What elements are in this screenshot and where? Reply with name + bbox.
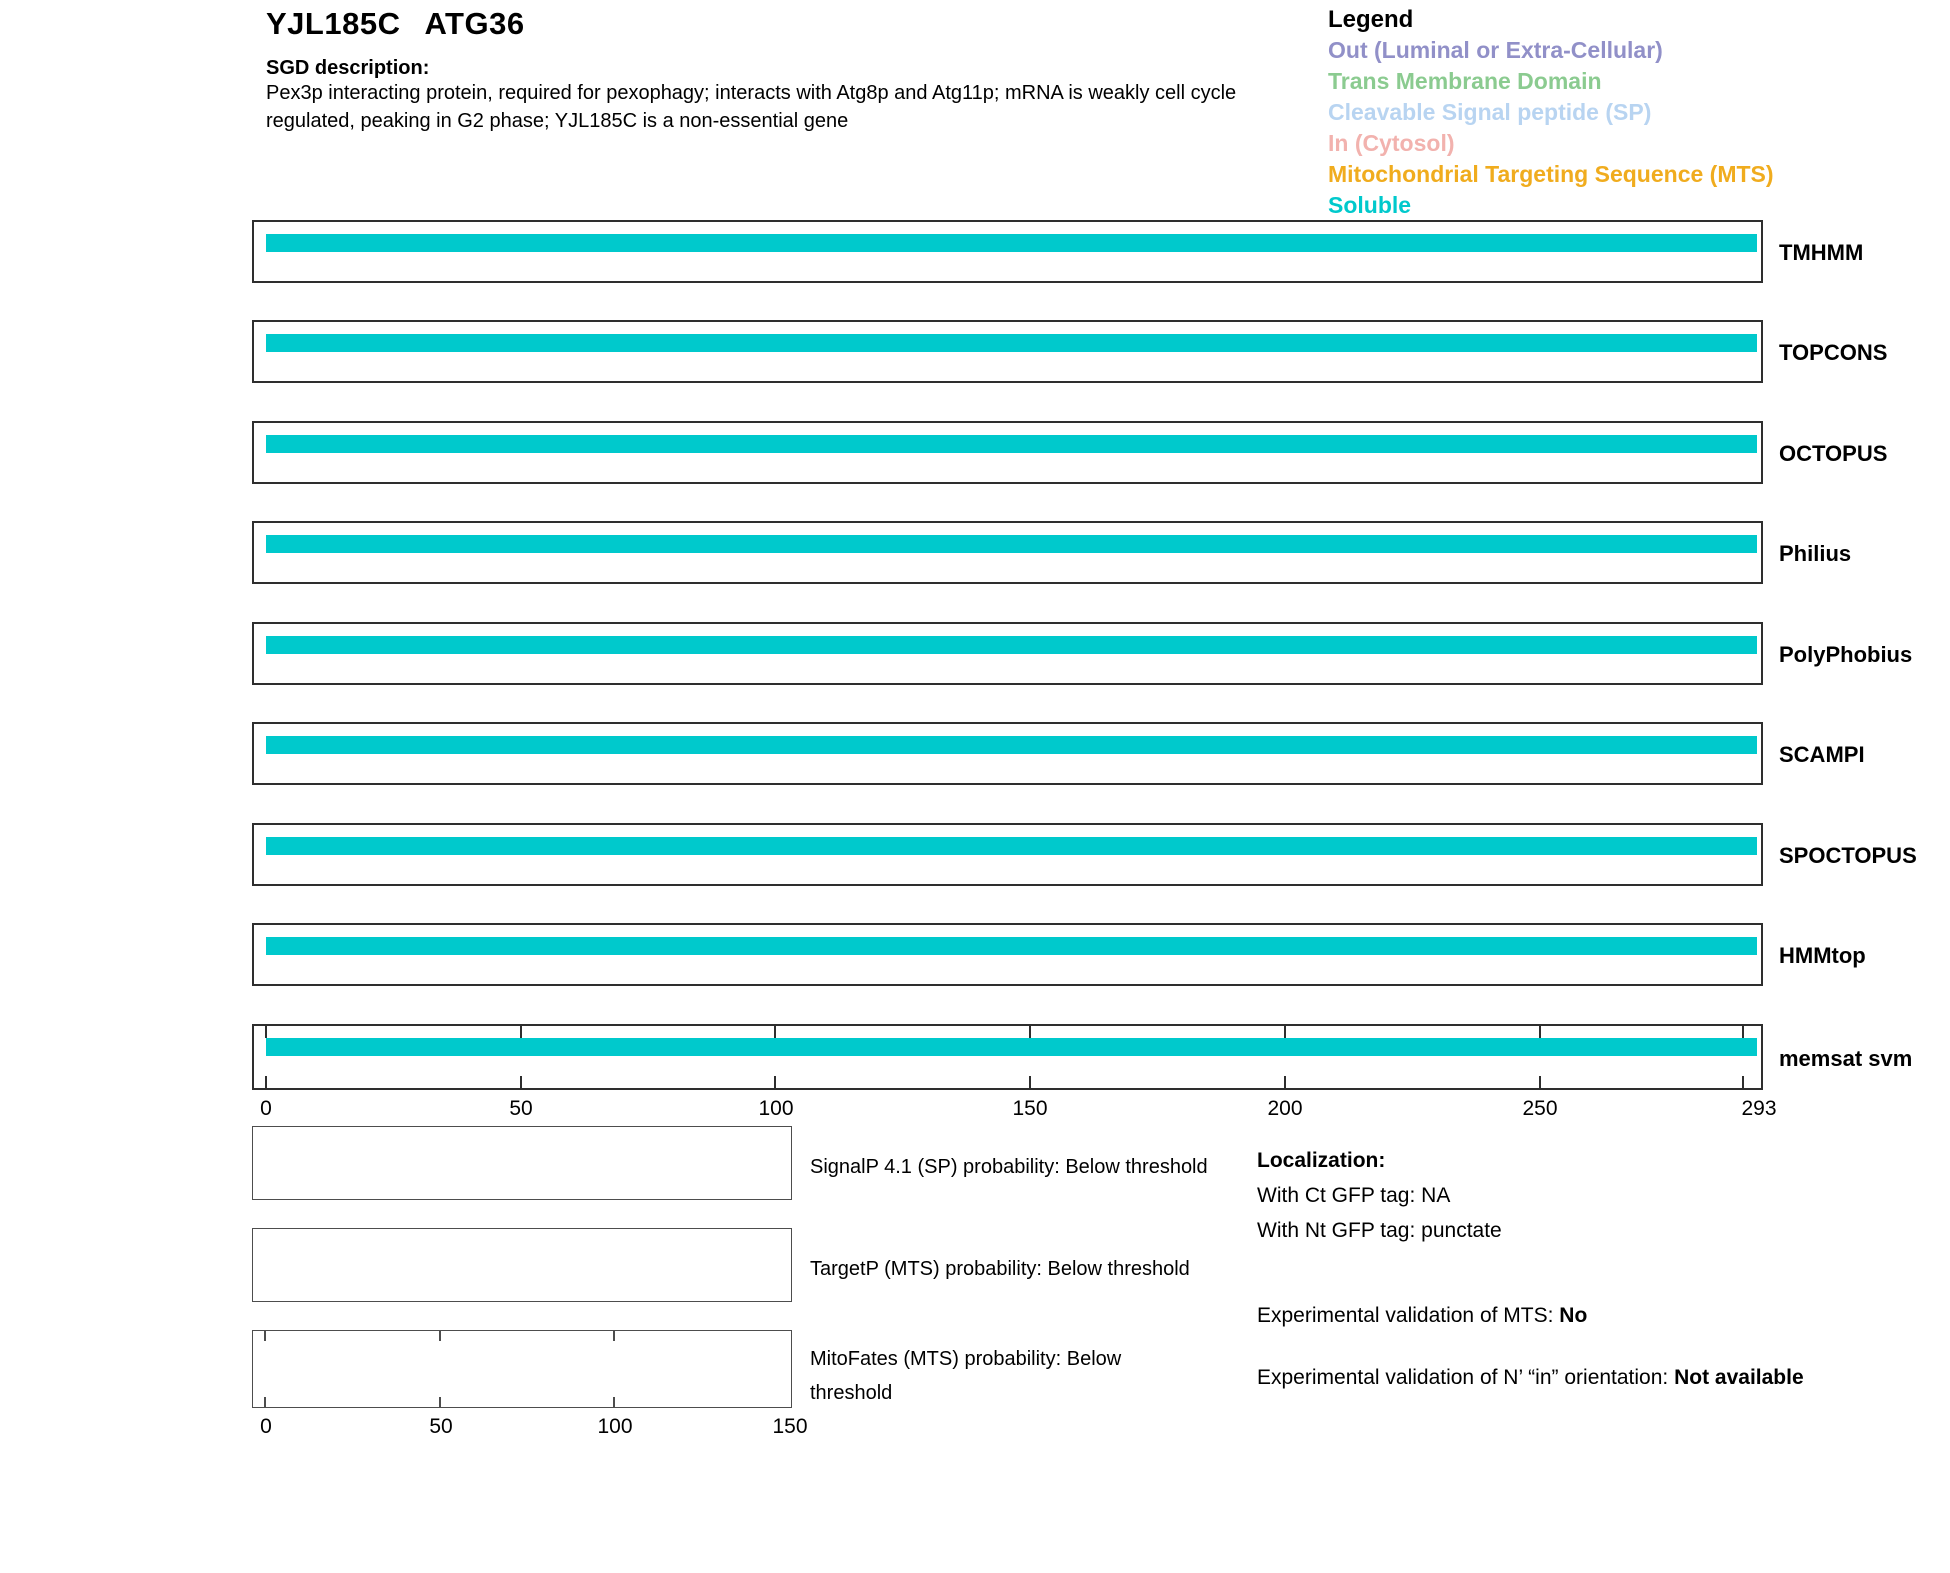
axis-tick <box>613 1331 615 1341</box>
axis-tick-label: 100 <box>758 1097 794 1120</box>
track-label-topcons: TOPCONS <box>1779 340 1888 365</box>
segment-soluble <box>266 535 1757 553</box>
residue-axis <box>260 1097 1777 1121</box>
track-plot <box>266 636 1757 654</box>
track-box-topcons <box>252 320 1763 383</box>
track-box-polyphobius <box>252 622 1763 685</box>
axis-tick <box>439 1331 441 1341</box>
axis-tick <box>774 1026 776 1038</box>
mts-validation-label: Experimental validation of MTS: <box>1257 1304 1560 1327</box>
axis-tick <box>265 1076 267 1088</box>
sgd-description-line: Pex3p interacting protein, required for pexophagy; interacts with Atg8p and Atg11p; mRNA is weakly cell cycle <box>266 82 1237 104</box>
track-label-octopus: OCTOPUS <box>1779 441 1888 466</box>
gene-name: ATG36 <box>424 6 525 41</box>
mts-validation-line <box>1257 1304 1587 1328</box>
track-plot <box>266 937 1757 955</box>
track-label-scampi: SCAMPI <box>1779 742 1865 767</box>
axis-tick <box>1742 1026 1744 1038</box>
legend <box>1328 4 1774 221</box>
axis-tick <box>1029 1026 1031 1038</box>
track-box-hmmtop <box>252 923 1763 986</box>
segment-soluble <box>266 937 1757 955</box>
mitofates-axis <box>260 1415 808 1439</box>
axis-tick-label: 100 <box>597 1415 633 1438</box>
signalp-plot-box <box>252 1126 792 1200</box>
axis-tick <box>1284 1026 1286 1038</box>
segment-soluble <box>266 837 1757 855</box>
legend-item-transmembrane: Trans Membrane Domain <box>1328 68 1602 94</box>
ct-gfp-line: With Ct GFP tag: NA <box>1257 1184 1451 1207</box>
axis-tick <box>264 1331 266 1341</box>
segment-soluble <box>266 334 1757 352</box>
axis-tick-label: 293 <box>1741 1097 1777 1120</box>
legend-item-soluble: Soluble <box>1328 192 1412 218</box>
track-label-polyphobius: PolyPhobius <box>1779 642 1913 667</box>
localization-heading: Localization: <box>1257 1149 1386 1172</box>
track-plot <box>266 535 1757 553</box>
axis-tick-label: 50 <box>509 1097 533 1120</box>
axis-tick <box>774 1076 776 1088</box>
track-plot <box>266 334 1757 352</box>
track-plot <box>266 837 1757 855</box>
targetp-plot-box <box>252 1228 792 1302</box>
track-plot <box>266 435 1757 453</box>
mitofates-plot-box <box>252 1330 792 1408</box>
axis-tick-label: 150 <box>1012 1097 1048 1120</box>
mts-validation-value: No <box>1559 1304 1588 1327</box>
axis-tick <box>1742 1076 1744 1088</box>
targetp-plot-label <box>810 1252 1190 1286</box>
orientation-validation-value: Not available <box>1674 1366 1804 1389</box>
segment-soluble <box>266 736 1757 754</box>
axis-tick <box>439 1397 441 1407</box>
axis-tick-label: 250 <box>1522 1097 1558 1120</box>
track-label-spoctopus: SPOCTOPUS <box>1779 843 1917 868</box>
sgd-description-heading: SGD description: <box>266 57 430 79</box>
axis-tick-label: 200 <box>1267 1097 1303 1120</box>
segment-soluble <box>266 1038 1757 1056</box>
orientation-validation-line <box>1257 1360 1822 1395</box>
track-box-octopus <box>252 421 1763 484</box>
track-label-hmmtop: HMMtop <box>1779 943 1866 968</box>
track-plot <box>266 1038 1757 1056</box>
axis-tick <box>1539 1026 1541 1038</box>
legend-item-mts: Mitochondrial Targeting Sequence (MTS) <box>1328 161 1774 187</box>
sgd-description-line: regulated, peaking in G2 phase; YJL185C is a non-essential gene <box>266 110 849 132</box>
axis-tick <box>520 1076 522 1088</box>
axis-tick-label: 0 <box>260 1415 272 1438</box>
axis-tick <box>265 1026 267 1038</box>
plot-label-line: SignalP 4.1 (SP) probability: Below threshold <box>810 1156 1208 1178</box>
track-label-memsat-svm: memsat svm <box>1779 1046 1913 1071</box>
axis-tick <box>264 1397 266 1407</box>
legend-item-out: Out (Luminal or Extra-Cellular) <box>1328 37 1663 63</box>
track-box-tmhmm <box>252 220 1763 283</box>
axis-tick <box>520 1026 522 1038</box>
legend-item-signal-peptide: Cleavable Signal peptide (SP) <box>1328 99 1652 125</box>
axis-tick-label: 150 <box>772 1415 808 1438</box>
segment-soluble <box>266 636 1757 654</box>
track-plot <box>266 234 1757 252</box>
plot-label-line: MitoFates (MTS) probability: Below <box>810 1348 1122 1370</box>
axis-tick-label: 50 <box>429 1415 453 1438</box>
axis-tick <box>613 1397 615 1407</box>
axis-tick <box>1284 1076 1286 1088</box>
legend-title: Legend <box>1328 6 1414 33</box>
track-plot <box>266 736 1757 754</box>
axis-tick-label: 0 <box>260 1097 272 1120</box>
nt-gfp-line: With Nt GFP tag: punctate <box>1257 1219 1502 1242</box>
segment-soluble <box>266 435 1757 453</box>
track-label-tmhmm: TMHMM <box>1779 240 1864 265</box>
segment-soluble <box>266 234 1757 252</box>
track-box-philius <box>252 521 1763 584</box>
axis-tick <box>1029 1076 1031 1088</box>
signalp-plot-label <box>810 1150 1208 1184</box>
track-box-memsat-svm <box>252 1024 1763 1090</box>
track-box-spoctopus <box>252 823 1763 886</box>
axis-tick <box>1539 1076 1541 1088</box>
mitofates-plot-label <box>810 1342 1121 1410</box>
track-box-scampi <box>252 722 1763 785</box>
plot-label-line: threshold <box>810 1382 893 1404</box>
legend-item-in-cytosol: In (Cytosol) <box>1328 130 1455 156</box>
orf-name: YJL185C <box>266 6 401 41</box>
page-title <box>266 6 525 42</box>
track-label-philius: Philius <box>1779 541 1852 566</box>
sgd-description-text <box>266 79 1236 135</box>
orientation-validation-label: Experimental validation of N’ “in” orientation: <box>1257 1366 1675 1389</box>
plot-label-line: TargetP (MTS) probability: Below threshold <box>810 1258 1190 1280</box>
